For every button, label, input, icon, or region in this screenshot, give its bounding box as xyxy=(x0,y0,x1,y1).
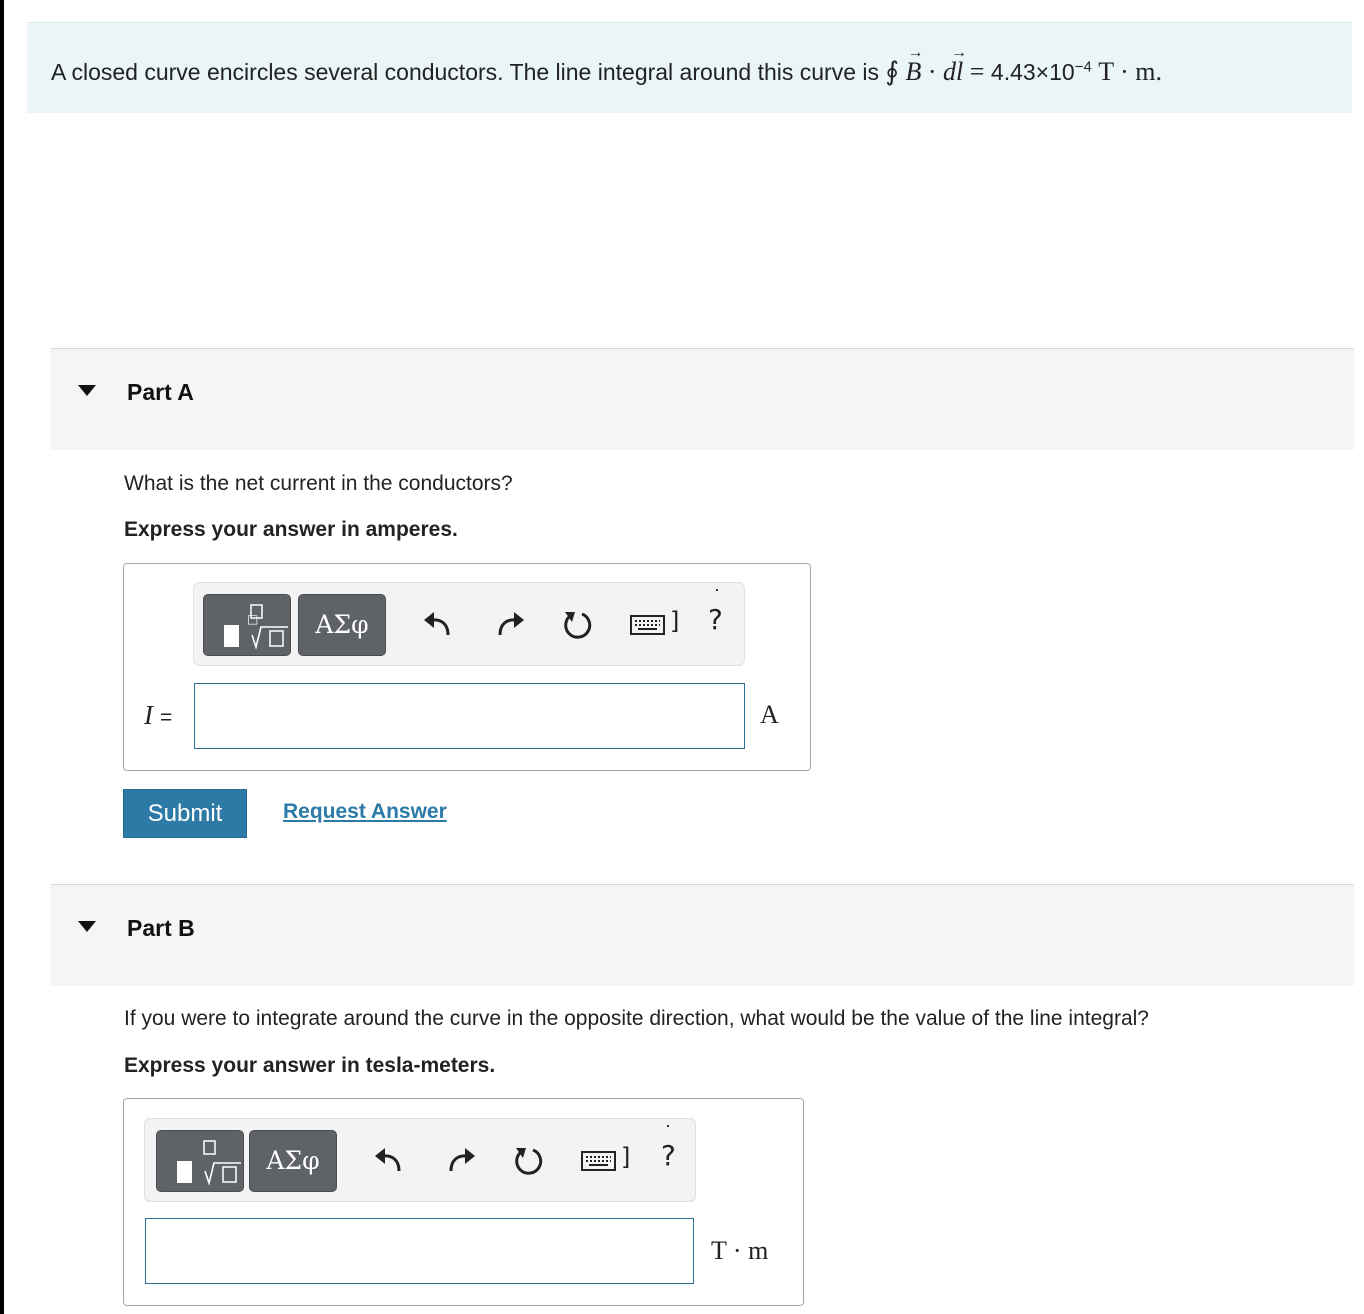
toolbar-dot xyxy=(716,589,718,591)
keyboard-suffix: ] xyxy=(670,607,680,635)
fraction-root-icon xyxy=(157,1131,245,1193)
value-mantissa: 4.43×10 xyxy=(990,59,1075,85)
help-button[interactable]: ? xyxy=(661,1139,676,1172)
unit-label: T · m xyxy=(711,1236,769,1265)
greek-symbols-button[interactable]: ΑΣφ xyxy=(298,594,386,656)
window-left-edge xyxy=(0,0,4,1314)
undo-icon[interactable] xyxy=(371,1143,407,1179)
dot-operator: · xyxy=(927,57,937,86)
part-b-question: If you were to integrate around the curve in the opposite direction, what would be the value of the line integral? xyxy=(124,1007,1149,1030)
reset-icon[interactable] xyxy=(560,607,596,643)
part-a-title: Part A xyxy=(127,379,194,405)
line-integral-expression xyxy=(885,44,991,86)
part-b-header[interactable] xyxy=(50,884,1354,986)
part-b-answer-box xyxy=(123,1098,804,1306)
keyboard-suffix: ] xyxy=(621,1143,631,1171)
templates-button[interactable] xyxy=(203,594,291,656)
value-exponent: −4 xyxy=(1074,58,1092,76)
vector-arrow: → xyxy=(951,44,967,61)
submit-button[interactable]: Submit xyxy=(123,789,247,838)
fraction-root-icon xyxy=(204,595,292,657)
answer-input[interactable] xyxy=(145,1218,694,1284)
reset-icon[interactable] xyxy=(511,1143,547,1179)
vector-b: B xyxy=(905,57,922,86)
request-answer-link[interactable]: Request Answer xyxy=(283,800,447,823)
toolbar-dot xyxy=(667,1125,669,1127)
variable-symbol: I xyxy=(144,700,153,730)
vector-dl: dl xyxy=(943,57,964,86)
value-unit: T · m. xyxy=(1098,57,1162,86)
undo-icon[interactable] xyxy=(420,607,456,643)
math-toolbar xyxy=(144,1118,696,1202)
problem-intro xyxy=(27,22,1352,113)
intro-sentence: A closed curve encircles several conductors. The line integral around this curve is xyxy=(51,59,879,85)
intro-text xyxy=(51,44,1162,87)
redo-icon[interactable] xyxy=(492,607,528,643)
part-a-question: What is the net current in the conductors? xyxy=(124,472,513,495)
equals-sign: = xyxy=(969,57,985,86)
part-a-header[interactable] xyxy=(50,348,1354,450)
part-a-answer-box xyxy=(123,563,811,771)
variable-label xyxy=(144,700,172,731)
unit-label: A xyxy=(760,700,779,729)
contour-integral-symbol: ∮ xyxy=(885,57,899,86)
collapse-triangle-icon[interactable] xyxy=(78,921,96,932)
collapse-triangle-icon[interactable] xyxy=(78,385,96,396)
svg-text:□: □ xyxy=(247,612,259,626)
equals-sign: = xyxy=(159,706,173,729)
greek-symbols-button[interactable]: ΑΣφ xyxy=(249,1130,337,1192)
help-button[interactable]: ? xyxy=(708,603,723,636)
math-toolbar xyxy=(193,582,745,666)
vector-arrow: → xyxy=(907,44,924,61)
part-b-title: Part B xyxy=(127,915,195,941)
templates-button[interactable] xyxy=(156,1130,244,1192)
part-a-instruction: Express your answer in amperes. xyxy=(124,518,458,541)
part-b-instruction: Express your answer in tesla-meters. xyxy=(124,1054,496,1077)
redo-icon[interactable] xyxy=(443,1143,479,1179)
answer-input[interactable] xyxy=(194,683,745,749)
